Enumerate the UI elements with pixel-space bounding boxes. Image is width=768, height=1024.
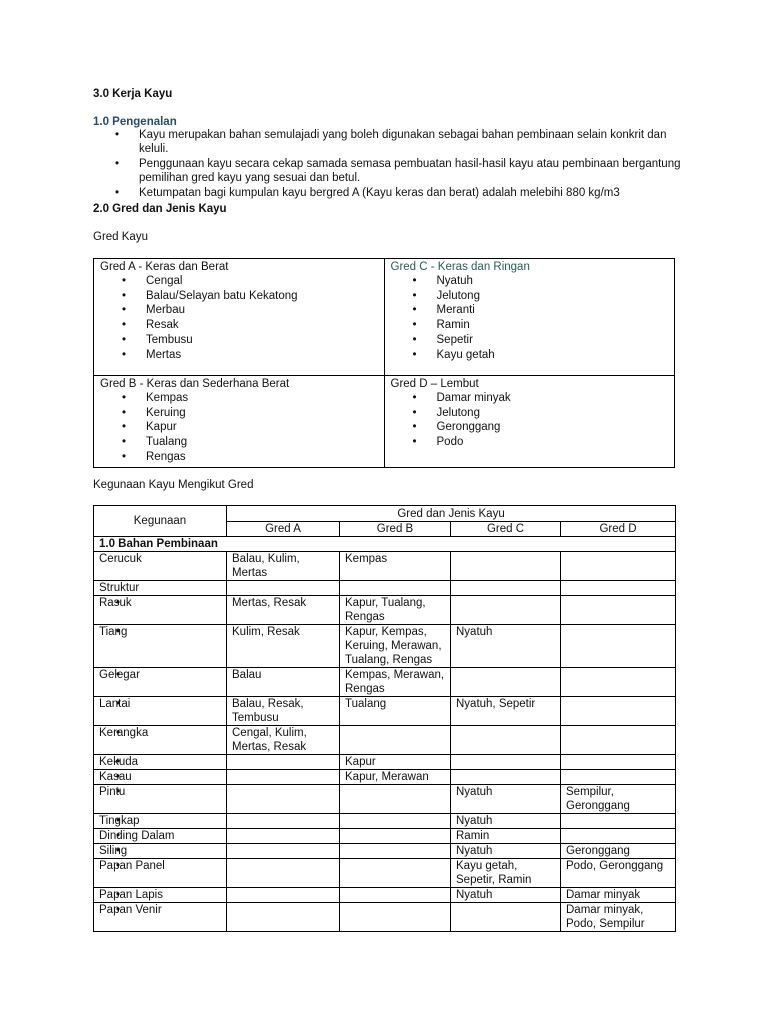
table-row: [94, 697, 676, 726]
cell-gred-a: Balau, Kulim, Mertas: [227, 552, 340, 581]
row-label: • Papan Venir: [94, 903, 227, 932]
row-label: • Lantai: [94, 697, 227, 726]
cell-gred-d: [561, 755, 676, 770]
grade-b-title: Gred B - Keras dan Sederhana Berat: [100, 378, 290, 390]
cell-gred-c: [451, 668, 561, 697]
label-gred-kayu: Gred Kayu: [93, 231, 148, 243]
grade-d-cell: [384, 376, 675, 468]
grade-d-item: • Podo: [391, 435, 669, 450]
cell-gred-a: Cengal, Kulim, Mertas, Resak: [227, 726, 340, 755]
cell-gred-a: [227, 859, 340, 888]
cell-gred-c: [451, 755, 561, 770]
cell-gred-a: [227, 829, 340, 844]
table-row: [94, 814, 676, 829]
table-row: [94, 903, 676, 932]
grade-d-list: [391, 391, 669, 450]
cell-gred-b: Kapur, Tualang, Rengas: [340, 596, 451, 625]
grade-c-list: [391, 274, 669, 362]
grade-c-item: • Nyatuh: [391, 274, 669, 289]
row-label: • Kerangka: [94, 726, 227, 755]
col-header-gred-b: Gred B: [340, 522, 451, 537]
cell-gred-b: [340, 888, 451, 903]
row-label: • Siling: [94, 844, 227, 859]
label-kegunaan-kayu: Kegunaan Kayu Mengikut Gred: [93, 479, 254, 491]
table-row: [94, 755, 676, 770]
grade-a-item: • Resak: [100, 318, 378, 333]
grade-d-item: • Geronggang: [391, 420, 669, 435]
section-label: 1.0 Bahan Pembinaan: [94, 537, 676, 552]
cell-gred-c: [451, 596, 561, 625]
grade-b-item: • Tualang: [100, 435, 378, 450]
grade-b-item: • Kempas: [100, 391, 378, 406]
grade-c-item: • Ramin: [391, 318, 669, 333]
cell-gred-c: Kayu getah, Sepetir, Ramin: [451, 859, 561, 888]
cell-gred-d: Geronggang: [561, 844, 676, 859]
table-row: [94, 625, 676, 668]
cell-gred-c: [451, 581, 561, 596]
heading-pengenalan: 1.0 Pengenalan: [93, 116, 177, 128]
cell-gred-c: Nyatuh: [451, 888, 561, 903]
cell-gred-c: Nyatuh: [451, 814, 561, 829]
cell-gred-d: [561, 596, 676, 625]
grade-a-cell: [94, 259, 385, 376]
grade-d-item: • Damar minyak: [391, 391, 669, 406]
cell-gred-b: [340, 829, 451, 844]
usage-table: [93, 505, 676, 932]
cell-gred-a: [227, 785, 340, 814]
cell-gred-b: Kempas: [340, 552, 451, 581]
grade-d-title: Gred D – Lembut: [390, 378, 479, 390]
intro-bullet-list: [93, 129, 683, 203]
cell-gred-a: [227, 770, 340, 785]
row-label: Struktur: [94, 581, 227, 596]
section-row: [94, 537, 676, 552]
cell-gred-c: Nyatuh, Sepetir: [451, 697, 561, 726]
intro-bullet: • Kayu merupakan bahan semulajadi yang boleh digunakan sebagai bahan pembinaan selain konkrit dan keluli.: [93, 129, 683, 156]
grade-a-title: Gred A - Keras dan Berat: [100, 261, 229, 273]
cell-gred-a: [227, 844, 340, 859]
table-row: [94, 888, 676, 903]
row-label: • Kasau: [94, 770, 227, 785]
cell-gred-a: [227, 581, 340, 596]
grade-b-item: • Kapur: [100, 420, 378, 435]
grade-a-item: • Balau/Selayan batu Kekatong: [100, 289, 378, 304]
cell-gred-b: [340, 785, 451, 814]
row-label: • Tiang: [94, 625, 227, 668]
cell-gred-a: Kulim, Resak: [227, 625, 340, 668]
table-row: [94, 785, 676, 814]
cell-gred-b: [340, 581, 451, 596]
table-row: [94, 726, 676, 755]
table-row: [94, 859, 676, 888]
cell-gred-b: Tualang: [340, 697, 451, 726]
table-row: [94, 668, 676, 697]
grade-a-item: • Tembusu: [100, 333, 378, 348]
cell-gred-b: [340, 814, 451, 829]
grade-a-item: • Merbau: [100, 303, 378, 318]
heading-kerja-kayu: 3.0 Kerja Kayu: [93, 88, 173, 100]
intro-bullet: • Penggunaan kayu secara cekap samada semasa pembuatan hasil-hasil kayu atau pembinaan bergantung pemilihan gred kayu yang sesuai dan betul.: [93, 158, 683, 185]
grade-c-item: • Jelutong: [391, 289, 669, 304]
grade-a-list: [100, 274, 378, 362]
cell-gred-d: [561, 625, 676, 668]
cell-gred-c: [451, 552, 561, 581]
row-label: • Gelegar: [94, 668, 227, 697]
table-row: [94, 581, 676, 596]
cell-gred-d: Sempilur, Geronggang: [561, 785, 676, 814]
cell-gred-d: Damar minyak, Podo, Sempilur: [561, 903, 676, 932]
table-row: [94, 552, 676, 581]
grade-table: [93, 258, 675, 468]
col-header-gred-d: Gred D: [561, 522, 676, 537]
row-label: • Papan Lapis: [94, 888, 227, 903]
col-header-gred-a: Gred A: [227, 522, 340, 537]
col-header-gred-c: Gred C: [451, 522, 561, 537]
grade-c-item: • Meranti: [391, 303, 669, 318]
row-label: • Dinding Dalam: [94, 829, 227, 844]
cell-gred-b: [340, 859, 451, 888]
grade-a-item: • Mertas: [100, 348, 378, 363]
cell-gred-d: [561, 581, 676, 596]
table-row: [94, 596, 676, 625]
cell-gred-b: Kapur: [340, 755, 451, 770]
cell-gred-d: Damar minyak: [561, 888, 676, 903]
col-header-group: Gred dan Jenis Kayu: [227, 506, 676, 522]
cell-gred-d: [561, 726, 676, 755]
cell-gred-d: [561, 552, 676, 581]
cell-gred-a: [227, 755, 340, 770]
cell-gred-d: [561, 697, 676, 726]
grade-b-item: • Rengas: [100, 450, 378, 465]
row-label: Cerucuk: [94, 552, 227, 581]
cell-gred-b: [340, 726, 451, 755]
cell-gred-c: [451, 770, 561, 785]
cell-gred-b: [340, 844, 451, 859]
cell-gred-c: [451, 726, 561, 755]
grade-c-title: Gred C - Keras dan Ringan: [390, 261, 530, 273]
table-row: [94, 829, 676, 844]
cell-gred-a: [227, 888, 340, 903]
table-row: [94, 844, 676, 859]
row-label: • Tingkap: [94, 814, 227, 829]
cell-gred-b: Kapur, Kempas, Keruing, Merawan, Tualang, Rengas: [340, 625, 451, 668]
cell-gred-a: Balau, Resak, Tembusu: [227, 697, 340, 726]
cell-gred-c: Nyatuh: [451, 785, 561, 814]
cell-gred-a: [227, 814, 340, 829]
heading-gred-jenis-kayu: 2.0 Gred dan Jenis Kayu: [93, 203, 227, 215]
table-row: [94, 770, 676, 785]
row-label: • Pintu: [94, 785, 227, 814]
cell-gred-b: Kapur, Merawan: [340, 770, 451, 785]
grade-b-list: [100, 391, 378, 465]
cell-gred-a: Balau: [227, 668, 340, 697]
cell-gred-d: [561, 770, 676, 785]
cell-gred-c: Nyatuh: [451, 844, 561, 859]
intro-bullet: • Ketumpatan bagi kumpulan kayu bergred A (Kayu keras dan berat) adalah melebihi 880 kg/m3: [93, 187, 683, 201]
grade-b-item: • Keruing: [100, 406, 378, 421]
cell-gred-b: [340, 903, 451, 932]
cell-gred-c: Ramin: [451, 829, 561, 844]
grade-c-item: • Sepetir: [391, 333, 669, 348]
cell-gred-d: [561, 668, 676, 697]
grade-a-item: • Cengal: [100, 274, 378, 289]
cell-gred-c: Nyatuh: [451, 625, 561, 668]
cell-gred-b: Kempas, Merawan, Rengas: [340, 668, 451, 697]
col-header-kegunaan: Kegunaan: [94, 506, 227, 537]
cell-gred-a: Mertas, Resak: [227, 596, 340, 625]
cell-gred-a: [227, 903, 340, 932]
row-label: • Papan Panel: [94, 859, 227, 888]
grade-c-item: • Kayu getah: [391, 348, 669, 363]
grade-b-cell: [94, 376, 385, 468]
cell-gred-d: Podo, Geronggang: [561, 859, 676, 888]
row-label: • Rasuk: [94, 596, 227, 625]
cell-gred-d: [561, 814, 676, 829]
grade-d-item: • Jelutong: [391, 406, 669, 421]
cell-gred-c: [451, 903, 561, 932]
row-label: • Kekuda: [94, 755, 227, 770]
grade-c-cell: [384, 259, 675, 376]
cell-gred-d: [561, 829, 676, 844]
